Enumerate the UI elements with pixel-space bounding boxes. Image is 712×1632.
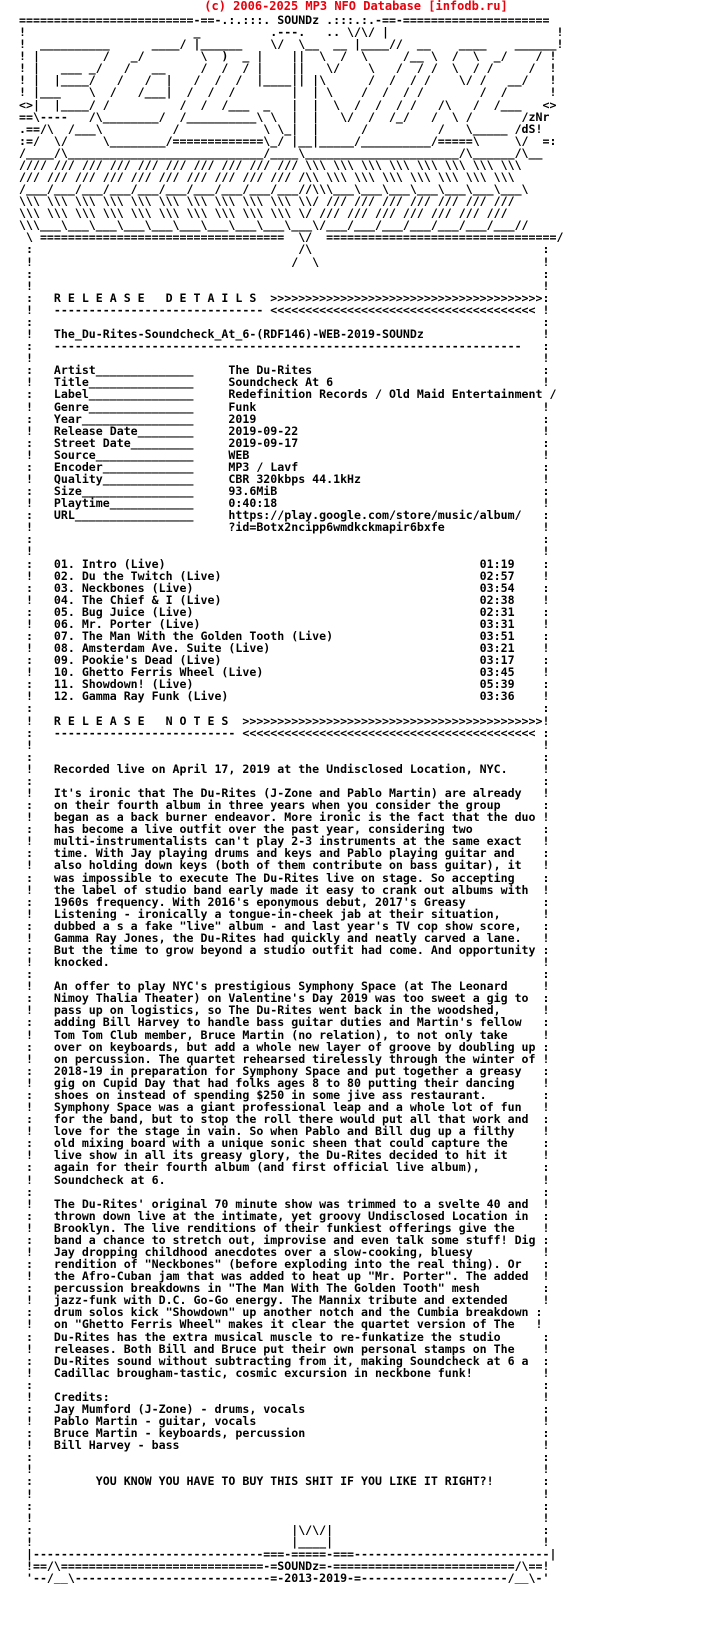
nfo-line: ! pass up on logistics, so The Du-Rites went back in the woodshed, ! bbox=[19, 1003, 550, 1018]
nfo-line: ! ! bbox=[19, 351, 550, 366]
nfo-line: //// /// /// /// /// /// /// /// /// /// \\\ \\\ \\\ \\\ \\\ \\\ \\\ \\\ bbox=[19, 157, 522, 172]
nfo-line: \ =================================== \/ =================================/ bbox=[19, 230, 564, 245]
nfo-line: : rendition of "Neckbones" (before exploding into the real thing). Or : bbox=[19, 1257, 550, 1272]
nfo-line: /____/\____________________________/____\______________________/\______/\__ bbox=[19, 145, 543, 160]
nfo-line: /___/___/___/___/___/___/___/___/___/___//\\\___\___\___\___\___\___\___\ bbox=[19, 182, 529, 197]
nfo-line: : Nimoy Thalia Theater) on Valentine's Day 2019 was too sweet a gig to : bbox=[19, 991, 550, 1006]
nfo-line: /// /// /// /// /// /// /// /// /// /// /\\ \\\ \\\ \\\ \\\ \\\ \\\ \\\ bbox=[19, 170, 515, 185]
nfo-line: ! R E L E A S E N O T E S >>>>>>>>>>>>>>>>>>>>>>>>>>>>>>>>>>>>>>>>>>>! bbox=[19, 713, 550, 728]
nfo-line: : 1960s frequency. With 2016's eponymous debut, 2017's Greasy : bbox=[19, 894, 550, 909]
nfo-line: : |\/\/| : bbox=[19, 1522, 550, 1537]
nfo-line: ! also holding down keys (both of them contribute on bass guitar), it ! bbox=[19, 858, 550, 873]
nfo-line: : thrown down live at the intimate, yet groovy Undisclosed Location in : bbox=[19, 1208, 550, 1223]
nfo-line: : YOU KNOW YOU HAVE TO BUY THIS SHIT IF YOU LIKE IT RIGHT?! : bbox=[19, 1474, 550, 1489]
nfo-line: : 01. Intro (Live) 01:19 : bbox=[19, 556, 550, 571]
nfo-line: : -------------------------- <<<<<<<<<<<<<<<<<<<<<<<<<<<<<<<<<<<<<<<<<< : bbox=[19, 725, 550, 740]
nfo-line: \\\ \\\ \\\ \\\ \\\ \\\ \\\ \\\ \\\ \\\ \\/ /// /// /// /// /// /// /// bbox=[19, 194, 515, 209]
nfo-line: ! ! bbox=[19, 737, 550, 752]
nfo-line: : dubbed a s a fake "live" album - and last year's TV cop show score, : bbox=[19, 918, 550, 933]
nfo-line: : URL_________________ https://play.google.com/store/music/album/ : bbox=[19, 508, 550, 523]
nfo-line: : Size________________ 93.6MiB : bbox=[19, 484, 550, 499]
nfo-line: ! An offer to play NYC's prestigious Symphony Space (at The Leonard ! bbox=[19, 979, 550, 994]
nfo-line: : : bbox=[19, 1450, 550, 1465]
nfo-line: \\\ \\\ \\\ \\\ \\\ \\\ \\\ \\\ \\\ \\\ \/ /// /// /// /// /// /// /// bbox=[19, 206, 508, 221]
nfo-line: : Street Date_________ 2019-09-17 : bbox=[19, 435, 550, 450]
nfo-line: ! The_Du-Rites-Soundcheck_At_6-(RDF146)-WEB-2019-SOUNDz ! bbox=[19, 327, 550, 342]
nfo-line: '--/__\----------------------------=-2013-2019-=---------------------/__\-' bbox=[19, 1571, 550, 1585]
nfo-line: : band a chance to stretch out, improvise and even talk some stuff! Dig : bbox=[19, 1232, 550, 1247]
nfo-line: ! ! bbox=[19, 1462, 550, 1477]
nfo-line: : 2018-19 in preparation for Symphony Space and put together a greasy : bbox=[19, 1063, 550, 1078]
nfo-line: ! |___ \ / /___| / / / | | \ / / / / / / ! bbox=[19, 85, 557, 100]
nfo-line: : Label_______________ Redefinition Records / Old Maid Entertainment / bbox=[19, 387, 557, 402]
nfo-line: ! Cadillac brougham-tastic, cosmic excursion in neckbone funk! ! bbox=[19, 1365, 550, 1380]
nfo-line: : 03. Neckbones (Live) 03:54 : bbox=[19, 580, 550, 595]
nfo-line: : again for their fourth album (and first official live album), : bbox=[19, 1160, 550, 1175]
nfo-text bbox=[19, 14, 699, 1584]
nfo-line: ! Tom Tom Club member, Bruce Martin (no relation), to not only take ! bbox=[19, 1027, 550, 1042]
nfo-line: : shoes on instead of spending $250 in some jive ass restaurant. : bbox=[19, 1087, 550, 1102]
nfo-line: =========================-==-.:.:::. SOUNDz .:::.:.-==-===================== bbox=[19, 14, 550, 27]
nfo-line: : Du-Rites has the extra musical muscle to re-funkatize the studio : bbox=[19, 1329, 550, 1344]
nfo-line: ! multi-instrumentalists can't play 2-3 instruments at the same exact ! bbox=[19, 834, 550, 849]
nfo-line: ! Genre_______________ Funk ! bbox=[19, 399, 550, 414]
nfo-line: ! on percussion. The quartet rehearsed tirelessly through the winter of ! bbox=[19, 1051, 550, 1066]
nfo-line: ! ! bbox=[19, 278, 550, 293]
nfo-line: ! 10. Ghetto Ferris Wheel (Live) 03:45 ! bbox=[19, 665, 550, 680]
nfo-line: ! Symphony Space was a giant professional leap and a whole lot of fun ! bbox=[19, 1100, 550, 1115]
nfo-line: ! ! bbox=[19, 1486, 550, 1501]
nfo-line: ! Source______________ WEB ! bbox=[19, 447, 550, 462]
nfo-line: : : bbox=[19, 266, 550, 281]
nfo-line: ! the Afro-Cuban jam that was added to heat up "Mr. Porter". The added ! bbox=[19, 1269, 550, 1284]
nfo-line: : percussion breakdowns in "The Man With The Golden Tooth" mesh : bbox=[19, 1281, 550, 1296]
nfo-line: : Encoder_____________ MP3 / Lavf : bbox=[19, 459, 550, 474]
nfo-line: : : bbox=[19, 1184, 550, 1199]
nfo-line: ! ! bbox=[19, 544, 550, 559]
nfo-line: ! / \ ! bbox=[19, 254, 550, 269]
nfo-line: : 05. Bug Juice (Live) 02:31 : bbox=[19, 604, 550, 619]
nfo-line: ! __________ ____/ |______ \/ \__ __ |____// __ ____ ______! bbox=[19, 37, 564, 52]
nfo-line: : : bbox=[19, 701, 550, 716]
nfo-line: ! ------------------------------ <<<<<<<<<<<<<<<<<<<<<<<<<<<<<<<<<<<<<< ! bbox=[19, 302, 550, 317]
nfo-line: ! love for the stage in vain. So when Pablo and Bill dug up a filthy ! bbox=[19, 1124, 550, 1139]
nfo-line: : adding Bill Harvey to handle bass guitar duties and Martin's fellow : bbox=[19, 1015, 550, 1030]
nfo-line: ! Title_______________ Soundcheck At 6 ! bbox=[19, 375, 550, 390]
nfo-line: ! | |____/ / / | / / / |____|| |\ / / / / \/ / __/ ! bbox=[19, 73, 557, 88]
nfo-line: ! Brooklyn. The live renditions of their funkiest offerings give the ! bbox=[19, 1220, 550, 1235]
nfo-line: ! The Du-Rites' original 70 minute show was trimmed to a svelte 40 and ! bbox=[19, 1196, 550, 1211]
nfo-line: : Year________________ 2019 : bbox=[19, 411, 550, 426]
nfo-line: ! ! bbox=[19, 1510, 550, 1525]
nfo-line: ! Listening - ironically a tongue-in-cheek jab at their situation, ! bbox=[19, 906, 550, 921]
nfo-line: ! began as a back burner endeavor. More ironic is the fact that the duo ! bbox=[19, 810, 550, 825]
nfo-line: ! |____| ! bbox=[19, 1534, 550, 1549]
nfo-line: :=/ \/ \________/=============\_/ |__|_____/__________/=====\ \/ =: bbox=[19, 133, 557, 148]
nfo-line: : R E L E A S E D E T A I L S >>>>>>>>>>>>>>>>>>>>>>>>>>>>>>>>>>>>>>>: bbox=[19, 290, 550, 305]
nfo-line: : : bbox=[19, 773, 550, 788]
nfo-line: ! Bill Harvey - bass ! bbox=[19, 1438, 550, 1453]
nfo-line: ! 04. The Chief & I (Live) 02:38 ! bbox=[19, 592, 550, 607]
nfo-line: ! knocked. ! bbox=[19, 955, 550, 970]
nfo-line: ! Recorded live on April 17, 2019 at the Undisclosed Location, NYC. ! bbox=[19, 761, 550, 776]
nfo-line: : drum solos kick "Showdown" up another notch and the Cumbia breakdown : bbox=[19, 1305, 543, 1320]
nfo-line: : : bbox=[19, 967, 550, 982]
nfo-line: : for the band, but to stop the roll there would put all that work and : bbox=[19, 1112, 550, 1127]
nfo-line: ! gig on Cupid Day that had folks ages 8 to 80 putting their dancing ! bbox=[19, 1075, 550, 1090]
nfo-line: ==\---- /\________/ /__________\ \ | | \/ / /_/ / \ / /zNr bbox=[19, 109, 550, 124]
nfo-line: ! 08. Amsterdam Ave. Suite (Live) 03:21 ! bbox=[19, 641, 550, 656]
nfo-line: !==/\=============================-=SOUNDz=-==========================/\==! bbox=[19, 1559, 550, 1573]
nfo-line: : But the time to grow beyond a studio outfit had come. And opportunity : bbox=[19, 943, 550, 958]
nfo-line: ! It's ironic that The Du-Rites (J-Zone and Pablo Martin) are already ! bbox=[19, 786, 550, 800]
nfo-line: : Bruce Martin - keyboards, percussion : bbox=[19, 1426, 550, 1441]
nfo-line: ! Playtime____________ 0:40:18 ! bbox=[19, 496, 550, 511]
nfo-line: ! on "Ghetto Ferris Wheel" makes it clear the quartet version of The ! bbox=[19, 1317, 543, 1332]
nfo-line: : 07. The Man With the Golden Tooth (Live) 03:51 : bbox=[19, 628, 550, 643]
nfo-line: ! Release Date________ 2019-09-22 ! bbox=[19, 423, 550, 438]
nfo-line: ! | / _/ \ ) _ | || \ / \ /__ \ / \ _/ / ! bbox=[19, 49, 557, 64]
nfo-line: : time. With Jay playing drums and keys and Pablo playing guitar and : bbox=[19, 846, 550, 861]
nfo-line: <>| |____/ / / / /___ _ | | \ / / / / /\ / /___ <> bbox=[19, 97, 557, 112]
nfo-line: ! the label of studio band early made it easy to crank out albums with ! bbox=[19, 882, 550, 897]
nfo-line: ! Credits: ! bbox=[19, 1389, 550, 1404]
nfo-line: : over on keyboards, but add a whole new layer of groove by doubling up : bbox=[19, 1039, 550, 1054]
nfo-line: ! | ___ _/ / __ / / / | || \/ \ / / / \ / / / ! bbox=[19, 61, 557, 76]
nfo-line: : Jay Mumford (J-Zone) - drums, vocals : bbox=[19, 1401, 550, 1416]
nfo-line: ! releases. Both Bill and Bruce put their own personal stamps on The ! bbox=[19, 1341, 550, 1356]
nfo-line: .==/\ /___\ / \ \_| | / / \_____ /dS! bbox=[19, 121, 543, 136]
nfo-line: : : bbox=[19, 314, 550, 329]
nfo-line: ! _ .---. .. \/\/ | ! bbox=[19, 25, 564, 40]
nfo-line: \\\___\___\___\___\___\___\___\___\___\___\/___/___/___/___/___/___/___// bbox=[19, 218, 529, 233]
nfo-line: |---------------------------------===-=====-===----------------------------| bbox=[19, 1546, 557, 1561]
nfo-line: ! jazz-funk with D.C. Go-Go energy. The Mannix tribute and extended ! bbox=[19, 1293, 550, 1308]
nfo-line: ! Soundcheck at 6. ! bbox=[19, 1172, 550, 1187]
nfo-line: : ------------------------------------------------------------------- : bbox=[19, 339, 550, 354]
nfo-line: : 11. Showdown! (Live) 05:39 : bbox=[19, 677, 550, 692]
nfo-line: ! 12. Gamma Ray Funk (Live) 03:36 ! bbox=[19, 689, 550, 704]
nfo-line: : 09. Pookie's Dead (Live) 03:17 : bbox=[19, 653, 550, 668]
nfo-line: ! Quality_____________ CBR 320kbps 44.1kHz ! bbox=[19, 471, 550, 486]
nfo-line: ! Pablo Martin - guitar, vocals ! bbox=[19, 1414, 550, 1429]
nfo-line: ! 02. Du the Twitch (Live) 02:57 ! bbox=[19, 568, 550, 583]
site-banner: (c) 2006-2025 MP3 NFO Database [infodb.ru] bbox=[204, 0, 508, 13]
nfo-line: : /\ : bbox=[19, 242, 550, 257]
nfo-line: ! 06. Mr. Porter (Live) 03:31 ! bbox=[19, 616, 550, 631]
nfo-line: : : bbox=[19, 749, 550, 764]
nfo-line: : on their fourth album in three years when you consider the group : bbox=[19, 798, 550, 813]
nfo-line: : Du-Rites sound without subtracting from it, making Soundcheck at 6 a : bbox=[19, 1353, 550, 1368]
nfo-line: ! ?id=Botx2ncipp6wmdkckmapir6bxfe ! bbox=[19, 520, 550, 535]
nfo-line: : Artist______________ The Du-Rites : bbox=[19, 363, 550, 378]
nfo-line: : old mixing board with a unique sonic sheen that could capture the : bbox=[19, 1136, 550, 1151]
nfo-line: : : bbox=[19, 1377, 550, 1392]
nfo-line: : : bbox=[19, 532, 550, 547]
nfo-line: ! Jay dropping childhood anecdotes over a slow-cooking, bluesy ! bbox=[19, 1244, 550, 1259]
nfo-line: ! live show in all its greasy glory, the Du-Rites decided to hit it ! bbox=[19, 1148, 550, 1163]
nfo-line: : : bbox=[19, 1498, 550, 1513]
nfo-line: ! Gamma Ray Jones, the Du-Rites had quickly and neatly carved a lane. ! bbox=[19, 930, 550, 945]
nfo-line: : was impossible to execute The Du-Rites live on stage. So accepting : bbox=[19, 870, 550, 885]
nfo-line: : has become a live outfit over the past year, considering two : bbox=[19, 822, 550, 837]
